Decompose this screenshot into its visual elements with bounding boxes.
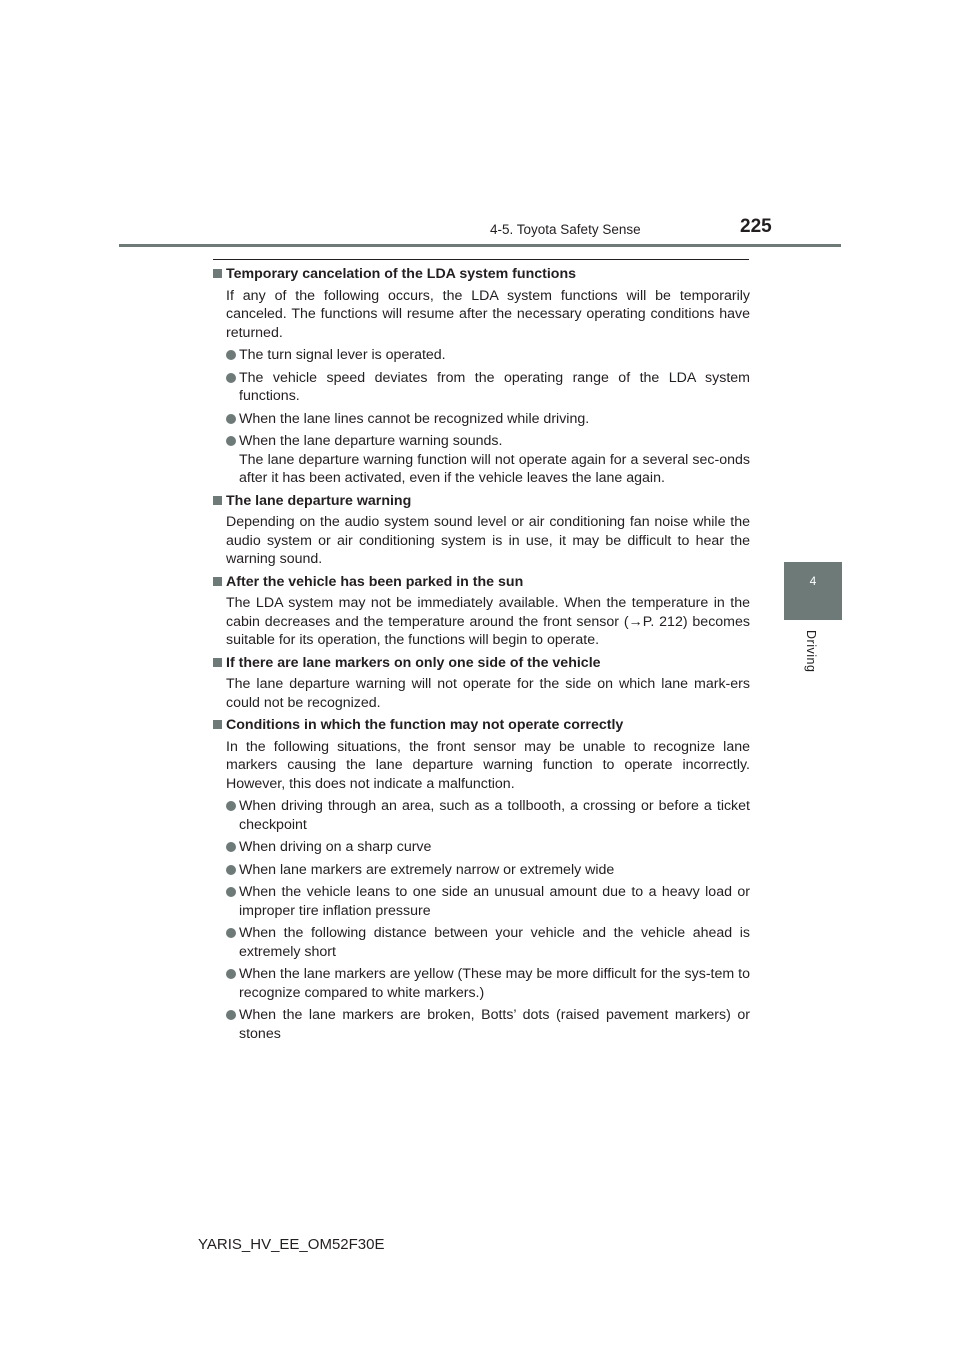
section-heading (213, 573, 750, 592)
section-heading-text: If there are lane markers on only one side of the vehicle (226, 654, 601, 671)
list-item (226, 965, 750, 1002)
list-item-text: When the lane lines cannot be recognized while driving. (239, 410, 590, 427)
list-item (226, 838, 750, 857)
list-item-text: When the lane departure warning sounds. The lane departure warning function will not operate again for a several sec-onds after it has been activated, even if the vehicle leaves the lane again. (239, 433, 750, 486)
list-item-text: When driving on a sharp curve (239, 839, 432, 855)
section-block (213, 716, 750, 1043)
list-item-text: The turn signal lever is operated. (239, 347, 446, 363)
section-block (213, 654, 750, 713)
list-item-text: When the lane markers are broken, Botts’ dots (raised pavement markers) or stones (239, 1007, 750, 1042)
section-heading-text: The lane departure warning (226, 492, 412, 509)
chapter-tab (784, 562, 842, 620)
page-content (213, 265, 750, 1047)
section-heading-text: Temporary cancelation of the LDA system functions (226, 266, 577, 282)
list-item-text: The vehicle speed deviates from the operating range of the LDA system functions. (239, 369, 750, 404)
list-item (226, 1006, 750, 1043)
running-header-section: 4-5. Toyota Safety Sense (490, 222, 641, 237)
section-paragraph: The lane departure warning will not operate for the side on which lane mark-ers could not be recognized. (226, 676, 750, 711)
list-item-text: When the lane markers are yellow (These may be more difficult for the sys-tem to recognize compared to white markers.) (239, 966, 750, 1001)
list-item-text: When driving through an area, such as a tollbooth, a crossing or before a ticket checkpoint (239, 798, 750, 833)
square-bullet-icon (213, 720, 222, 729)
list-item (226, 924, 750, 961)
page-number: 225 (740, 216, 772, 237)
content-top-rule (213, 259, 749, 260)
square-bullet-icon (213, 269, 222, 278)
section-heading (213, 654, 750, 673)
document-code: YARIS_HV_EE_OM52F30E (198, 1236, 385, 1253)
section-heading-text: After the vehicle has been parked in the sun (226, 573, 524, 590)
section-paragraph: The LDA system may not be immediately available. When the temperature in the cabin decreases and the temperature around the front sensor (→P. 212) becomes suitable for its operation, the functions will begin to operate. (226, 595, 750, 648)
list-item (226, 346, 750, 365)
round-bullet-icon (226, 350, 236, 360)
list-item-text: When the vehicle leans to one side an unusual amount due to a heavy load or improper tire inflation pressure (239, 884, 750, 919)
list-item (226, 410, 750, 429)
list-item (226, 883, 750, 920)
list-item (226, 861, 750, 880)
round-bullet-icon (226, 801, 236, 811)
chapter-tab-number: 4 (809, 574, 817, 588)
list-item-text: When lane markers are extremely narrow or extremely wide (239, 861, 615, 878)
list-item (226, 797, 750, 834)
round-bullet-icon (226, 436, 236, 446)
square-bullet-icon (213, 577, 222, 586)
section-heading (213, 265, 750, 284)
round-bullet-icon (226, 887, 236, 897)
section-paragraph: In the following situations, the front sensor may be unable to recognize lane markers causing the lane departure warning function to operate incorrectly. However, this does not indicate a malfunction. (226, 738, 750, 792)
section-block (213, 492, 750, 569)
round-bullet-icon (226, 969, 236, 979)
section-heading (213, 716, 750, 735)
section-paragraph: Depending on the audio system sound level or air conditioning fan noise while the audio system or air conditioning system is in use, it may be difficult to hear the warning sound. (226, 514, 750, 567)
square-bullet-icon (213, 496, 222, 505)
header-rule (119, 244, 841, 247)
list-item-text: When the following distance between your vehicle and the vehicle ahead is extremely short (239, 925, 750, 960)
round-bullet-icon (226, 928, 236, 938)
section-paragraph: If any of the following occurs, the LDA system functions will be temporarily canceled. The functions will resume after the necessary operating conditions have returned. (226, 287, 750, 341)
chapter-tab-label: Driving (804, 630, 818, 673)
section-heading (213, 492, 750, 511)
round-bullet-icon (226, 414, 236, 424)
round-bullet-icon (226, 865, 236, 875)
section-heading-text: Conditions in which the function may not operate correctly (226, 717, 624, 733)
round-bullet-icon (226, 1010, 236, 1020)
square-bullet-icon (213, 658, 222, 667)
list-item (226, 432, 750, 488)
section-block (213, 265, 750, 488)
round-bullet-icon (226, 373, 236, 383)
round-bullet-icon (226, 842, 236, 852)
list-item (226, 369, 750, 406)
section-block (213, 573, 750, 650)
